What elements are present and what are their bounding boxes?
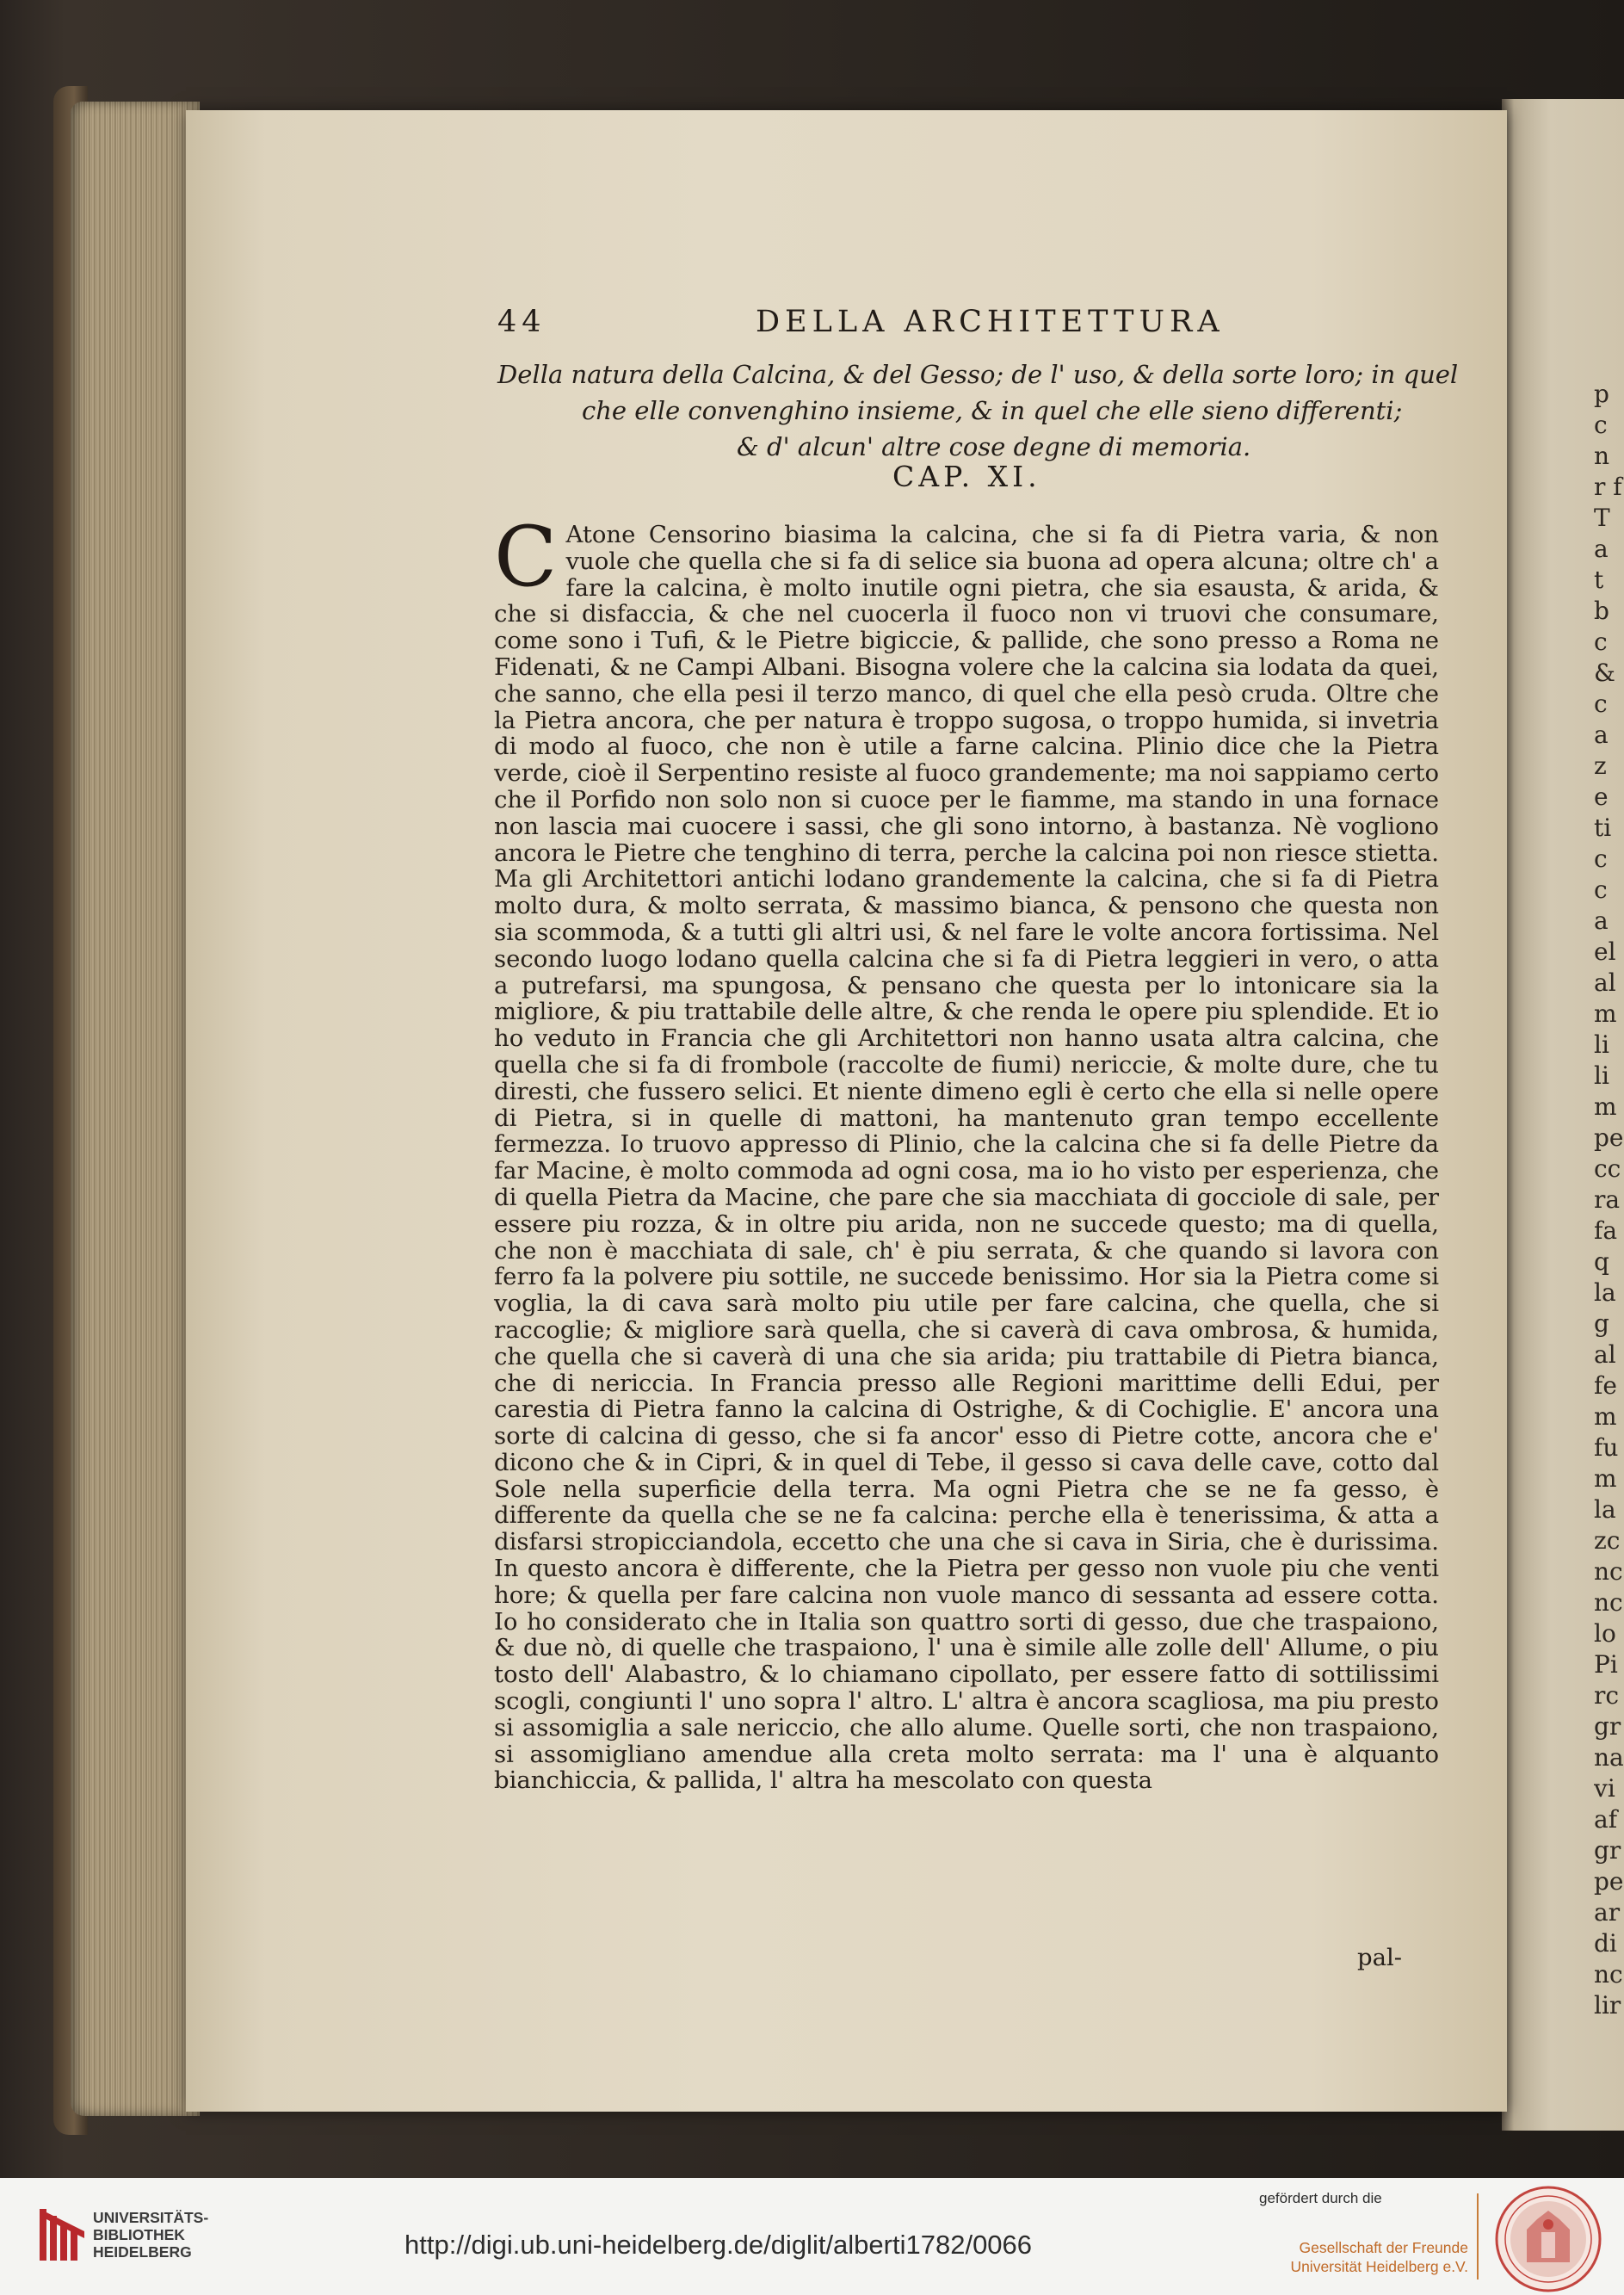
subtitle-line-1: Della natura della Calcina, & del Gesso; de l' uso, & della sorte loro; in quel (497, 360, 1459, 389)
chapter-subtitle (497, 356, 1470, 465)
drop-cap: C (494, 509, 558, 605)
subtitle-line-2: che elle convenghino insieme, & in quel che elle sieno differenti; (582, 396, 1403, 425)
university-seal-icon (1494, 2185, 1602, 2293)
body-text (494, 509, 1439, 1795)
body-paragraph: Atone Censorino biasima la calcina, che si fa di Pietra varia, & non vuole che quella che si fa di selice sia buona ad opera alcuna; oltre ch' a fare la calcina, è molto inutile ogni pietra, che sia esausta, & arida, & che si disfaccia, & che nel cuocerla il fuoco non vi truovi che consumare, come sono i Tufi, & le Pietre bigiccie, & pallide, che sono presso a Roma ne Fidenati, & ne Campi Albani. Bisogna volere che la calcina sia lodata da quei, che sanno, che ella pesi il terzo manco, di quel che ella pesò cruda. Oltre che la Pietra ancora, che per natura è troppo sugosa, o troppo humida, si invetria di modo al fuoco, che non è utile a farne calcina. Plinio dice che la Pietra verde, cioè il Serpentino resiste al fuoco grandemente; ma noi sappiamo certo che il Porfido non solo non si cuoce per le fiamme, ma stando in una fornace non lascia mai cuocere i sassi, che gli sono intorno, à bastanza. Nè vogliono ancora le Pietre che tenghino di terra, perche la calcina poi non riesce stietta. Ma gli Architettori antichi lodano grandemente la calcina, che si fa di Pietra molto dura, & molto serrata, & massimo bianca, & pensono che questa non sia scommoda, & a tutti gli altri usi, & nel fare le volte ancora fortissima. Nel secondo luogo lodano quella calcina che si fa di Pietra leggieri in vero, o atta a putrefarsi, ma spungosa, & pensano che questa per lo intonicare sia la migliore, & piu trattabile delle altre, & che renda le opere piu splendide. Et io ho veduto in Francia che gli Architettori non hanno usata altra calcina, che quella che si fa di frombole (raccolte de fiumi) nericcie, & molte dure, che tu diresti, che fussero selici. Et niente dimeno egli è certo che ella si nelle opere di Pietra, si in quelle di mattoni, ha mantenuto gran tempo eccellente fermezza. Io truovo appresso di Plinio, che la calcina che si fa delle Pietre da far Macine, è molto commoda ad ogni cosa, ma io ho visto per esperienza, che di quella Pietra da Macine, che pare che sia macchiata di gocciole di sale, per essere piu rozza, & in oltre piu arida, non ne succede questo; ma di quella, che non è macchiata di sale, ch' è piu serrata, & che quando si lavora con ferro fa la polvere piu sottile, ne succede benissimo. Hor sia la Pietra come si voglia, la di cava sarà molto piu utile per fare calcina, che quella, che si raccoglie; & migliore sarà quella, che si caverà di cava ombrosa, & humida, che quella che si caverà di una che sia arida; piu trattabile di Pietra bianca, che di nericcia. In Francia presso alle Regioni marittime delli Edui, per carestia di Pietra fanno la calcina di Ostrighe, & di Cochiglie. E' ancora una sorte di calcina di gesso, che si fa ancor' esso di Pietre cotte, ancora che e' dicono che & in Cipri, & in quel di Tebe, il gesso si cava delle cave, cotto dal Sole nella superficie della terra. Ma ogni Pietra che se ne fa gesso, è differente da quella che se ne fa calcina: perche ella è tenerissima, & atta a disfarsi stropicciandola, eccetto che una che si cava in Siria, che è durissima. In questo ancora è differente, che la Pietra per gesso non vuole piu che venti hore; & quella per fare calcina non vuole manco di sessanta ad essere cotta. Io ho considerato che in Italia son quattro sorti di gesso, due che traspaiono, & due nò, di quelle che traspaiono, l' una è simile alle zolle dell' Allume, o piu tosto dell' Alabastro, & lo chiamano cipollato, per essere fatto di sottilissimi scogli, congiunti l' uno sopra l' altro. L' altra è ancora scagliosa, ma piu presto si assomiglia a sale nericcio, che allo alume. Quelle sorti, che non traspaiono, si assomigliano amendue alla creta molto serrata: ma l' una è alquanto bianchiccia, & pallida, l' altra ha mescolato con questa (494, 521, 1439, 1795)
page-block-edges (71, 102, 200, 2116)
page-number: 44 (497, 305, 546, 339)
subtitle-line-3: & d' alcun' altre cose degne di memoria. (737, 432, 1251, 461)
facing-page-text: p c n r f T a t b c & c a z e ti c c a el al m li li m pe cc ra fa q la g al fe m fu m la zc nc nc lo Pi rc gr na vi af gr pe ar di nc lir (1594, 380, 1624, 2020)
sponsor-label: gefördert durch die (1259, 2190, 1382, 2206)
catchword: pal- (1357, 1944, 1403, 1971)
library-logo-icon[interactable] (36, 2204, 93, 2266)
sponsor-divider (1477, 2193, 1479, 2280)
chapter-label: CAP. XI. (892, 460, 1041, 493)
library-name[interactable]: UNIVERSITÄTS- BIBLIOTHEK HEIDELBERG (93, 2209, 209, 2261)
sponsor-name[interactable]: Gesellschaft der Freunde Universität Heidelberg e.V. (1290, 2239, 1468, 2275)
permalink-url[interactable]: http://digi.ub.uni-heidelberg.de/diglit/alberti1782/0066 (404, 2230, 1033, 2260)
footer-bar (0, 2178, 1624, 2295)
book-title: DELLA ARCHITETTURA (756, 305, 1225, 339)
